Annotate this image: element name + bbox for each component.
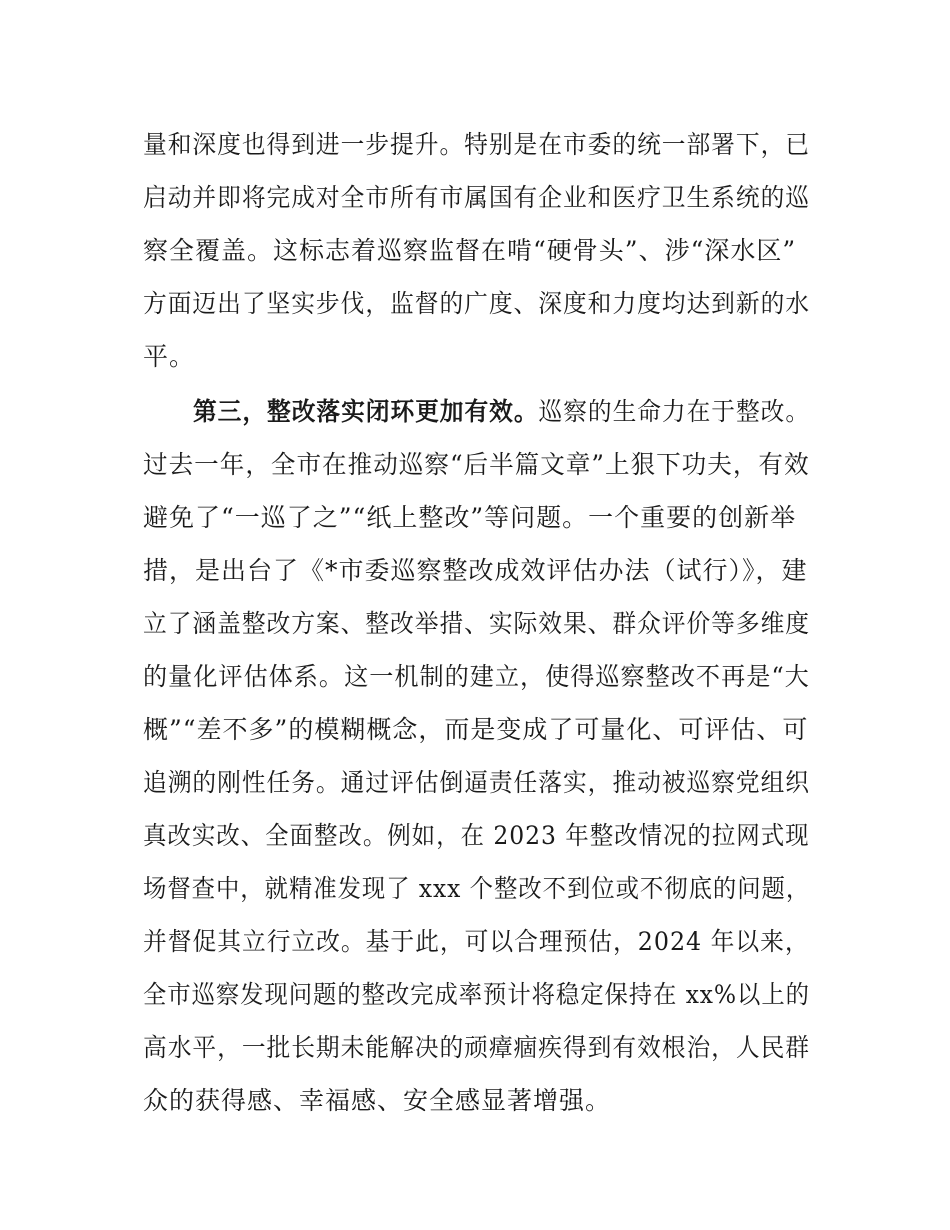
- text-line: 场督查中，就精准发现了 xxx 个整改不到位或不彻底的问题，: [143, 874, 811, 903]
- text-line: 并督促其立行立改。基于此，可以合理预估，2024 年以来，: [143, 927, 810, 956]
- text-line: 启动并即将完成对全市所有市属国有企业和医疗卫生系统的巡: [143, 183, 811, 212]
- text-line: 方面迈出了坚实步伐，监督的广度、深度和力度均达到新的水: [143, 289, 811, 318]
- text-line: 高水平，一批长期未能解决的顽瘴痼疾得到有效根治，人民群: [143, 1033, 811, 1062]
- text-line: 立了涵盖整改方案、整改举措、实际效果、群众评价等多维度: [143, 609, 811, 638]
- text-line: 过去一年，全市在推动巡察“后半篇文章”上狠下功夫，有效: [143, 450, 810, 479]
- text-line: 措，是出台了《*市委巡察整改成效评估办法（试行）》，建: [143, 556, 808, 585]
- text-span: 巡察的生命力在于整改。: [538, 397, 811, 426]
- text-line: 避免了“一巡了之”“纸上整改”等问题。一个重要的创新举: [143, 503, 797, 532]
- text-line: 察全覆盖。这标志着巡察监督在啃“硬骨头”、涉“深水区”: [143, 236, 797, 265]
- text-line: 量和深度也得到进一步提升。特别是在市委的统一部署下，已: [143, 130, 811, 159]
- text-line: 平。: [143, 342, 196, 371]
- section-heading: 第三，整改落实闭环更加有效。: [193, 397, 539, 426]
- text-line: 众的获得感、幸福感、安全感显著增强。: [143, 1086, 612, 1115]
- paragraph-first-line: [193, 397, 810, 427]
- text-line: 概”“差不多”的模糊概念，而是变成了可量化、可评估、可: [143, 715, 809, 744]
- text-line: 真改实改、全面整改。例如，在 2023 年整改情况的拉网式现: [143, 821, 810, 850]
- text-line: 的量化评估体系。这一机制的建立，使得巡察整改不再是“大: [143, 662, 810, 691]
- text-line: 全市巡察发现问题的整改完成率预计将稳定保持在 xx%以上的: [143, 980, 810, 1009]
- text-line: 追溯的刚性任务。通过评估倒逼责任落实，推动被巡察党组织: [143, 768, 811, 797]
